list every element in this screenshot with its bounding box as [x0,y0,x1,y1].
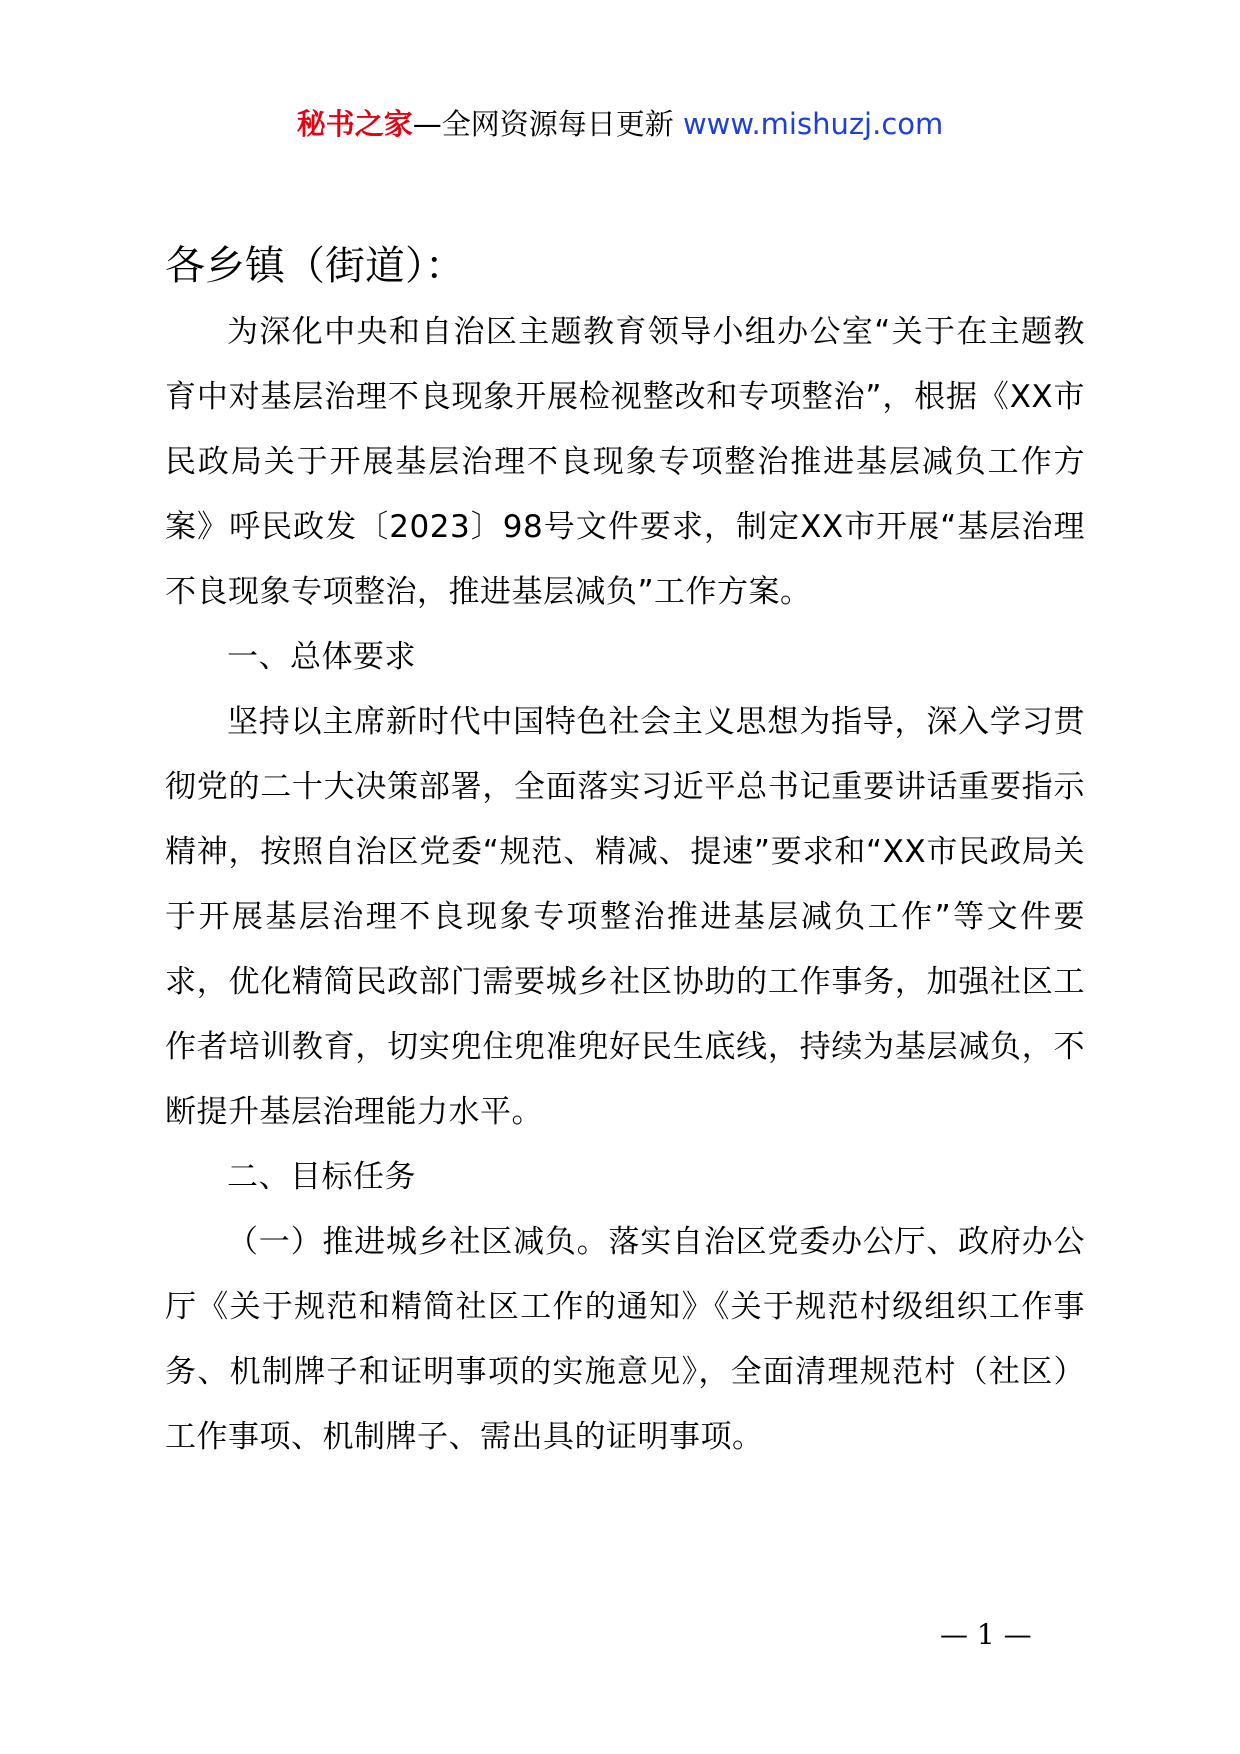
watermark-header [0,104,1240,144]
document-body [165,300,1085,1470]
task-one-paragraph: （一）推进城乡社区减负。落实自治区党委办公厅、政府办公厅《关于规范和精简社区工作的通知》《关于规范村级组织工作事务、机制牌子和证明事项的实施意见》，全面清理规范村（社区）工作事项、机制牌子、需出具的证明事项。 [165,1224,1085,1455]
header-brand: 秘书之家 [296,107,413,141]
header-tagline: —全网资源每日更新 [412,107,674,141]
intro-paragraph: 为深化中央和自治区主题教育领导小组办公室“关于在主题教育中对基层治理不良现象开展检视整改和专项整治”，根据《XX市民政局关于开展基层治理不良现象专项整治推进基层减负工作方案》呼民政发〔2023〕98号文件要求，制定XX市开展“基层治理不良现象专项整治，推进基层减负”工作方案。 [165,314,1085,610]
general-requirements-paragraph: 坚持以主席新时代中国特色社会主义思想为指导，深入学习贯彻党的二十大决策部署，全面落实习近平总书记重要讲话重要指示精神，按照自治区党委“规范、精减、提速”要求和“XX市民政局关于开展基层治理不良现象专项整治推进基层减负工作”等文件要求，优化精简民政部门需要城乡社区协助的工作事务，加强社区工作者培训教育，切实兜住兜准兜好民生底线，持续为基层减负，不断提升基层治理能力水平。 [165,704,1085,1130]
section-heading-general-requirements: 一、总体要求 [227,639,416,675]
salutation: 各乡镇（街道）： [165,243,465,289]
page-number: — 1 — [940,1618,1032,1651]
section-heading-goals-tasks: 二、目标任务 [227,1159,416,1195]
header-url[interactable]: www.mishuzj.com [682,107,944,141]
